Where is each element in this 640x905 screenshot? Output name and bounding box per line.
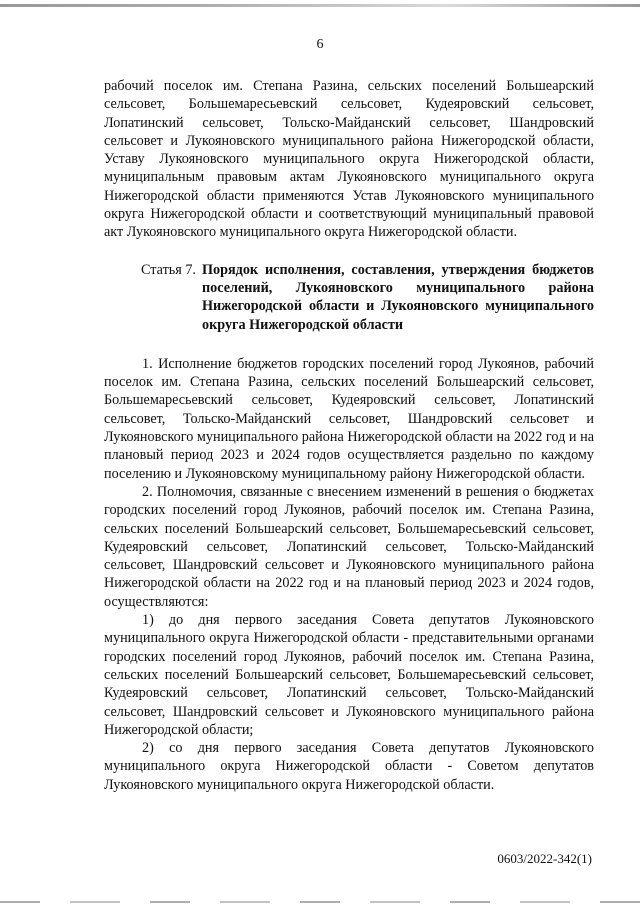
article-label: Статья 7. — [141, 261, 196, 278]
scan-top-edge — [0, 4, 640, 7]
subparagraph-2: 2) со дня первого заседания Совета депутатов Лукояновского муниципального округа Нижегородской области - Советом депутатов Лукояновского муниципального округа Нижегородской области. — [104, 740, 594, 793]
document-body — [104, 77, 594, 794]
article-heading — [141, 261, 594, 334]
paragraph-1: 1. Исполнение бюджетов городских поселений город Лукоянов, рабочий поселок им. Степана Разина, сельских поселений Большеарский сельсовет, Большемаресьевский сельсовет, Кудеяровский сельсовет, Лопатинский сельсовет, Тольско-Майданский сельсовет, Шандровский сельсовет и Лукояновского муниципального района Нижегородской области на 2022 год и на плановый период 2023 и 2024 годов осуществляется раздельно по каждому поселению и Лукояновскому муниципальному району Нижегородской области. — [104, 355, 594, 482]
paragraph-2: 2. Полномочия, связанные с внесением изменений в решения о бюджетах городских поселений город Лукоянов, рабочий поселок им. Степана Разина, сельских поселений Большеарский сельсовет, Большемаресьевский сельсовет, Кудеяровский сельсовет, Лопатинский сельсовет, Тольско-Майданский сельсовет, Шандровский сельсовет и Лукояновского муниципального района Нижегородской области на 2022 год и на плановый период 2023 и 2024 годов, осуществляются: — [104, 483, 594, 610]
document-code: 0603/2022-342(1) — [497, 851, 592, 866]
article-title: Порядок исполнения, составления, утверждения бюджетов поселений, Лукояновского муниципального района Нижегородской области и Лукояновского муниципального округа Нижегородской области — [201, 261, 594, 333]
intro-paragraph: рабочий поселок им. Степана Разина, сельских поселений Большеарский сельсовет, Большемаресьевский сельсовет, Кудеяровский сельсовет, Лопатинский сельсовет, Тольско-Майданский сельсовет, Шандровский сельсовет и Лукояновского муниципального района Нижегородской области, Уставу Лукояновского муниципального округа Нижегородской области, муниципальным правовым актам Лукояновского муниципального округа Нижегородской области применяются Устав Лукояновского муниципального округа Нижегородской области и соответствующий муниципальный правовой акт Лукояновского муниципального округа Нижегородской области. — [104, 78, 594, 241]
subparagraph-1: 1) до дня первого заседания Совета депутатов Лукояновского муниципального округа Нижегородской области - представительными органами городских поселений город Лукоянов, рабочий поселок им. Степана Разина, сельских поселений Большеарский сельсовет, Большемаресьевский сельсовет, Кудеяровский сельсовет, Лопатинский сельсовет, Тольско-Майданский сельсовет, Шандровский сельсовет и Лукояновского муниципального района Нижегородской области; — [104, 612, 594, 738]
scan-bottom-edge — [0, 901, 640, 903]
page-number: 6 — [316, 37, 324, 52]
